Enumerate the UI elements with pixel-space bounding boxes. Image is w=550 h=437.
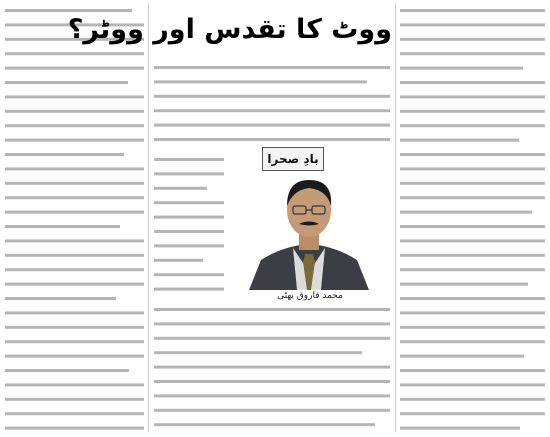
body-text-line: [5, 268, 144, 271]
body-text-line: [400, 412, 545, 415]
body-text-line: [5, 182, 144, 185]
body-text-line: [154, 158, 224, 161]
text-lines: [152, 302, 392, 433]
body-text-line: [154, 380, 390, 383]
body-text-line: [400, 283, 528, 286]
body-text-line: [154, 124, 390, 127]
body-text-line: [400, 139, 519, 142]
body-text-line: [5, 340, 144, 343]
body-text-line: [400, 369, 545, 372]
body-text-line: [154, 337, 390, 340]
body-text-line: [400, 9, 545, 12]
body-text-line: [154, 394, 390, 397]
body-text-line: [154, 66, 390, 69]
body-text-line: [154, 230, 224, 233]
body-text-line: [400, 182, 545, 185]
body-text-line: [400, 268, 545, 271]
body-text-line: [5, 124, 144, 127]
body-text-line: [5, 225, 120, 228]
body-text-line: [154, 109, 390, 112]
column-divider: [148, 4, 149, 432]
author-photo: [231, 172, 387, 290]
body-text-line: [5, 254, 144, 257]
body-text-line: [400, 23, 545, 26]
body-text-line: [400, 124, 545, 127]
body-text-line: [5, 81, 128, 84]
body-text-line: [400, 110, 545, 113]
body-text-line: [5, 297, 116, 300]
text-lines: [152, 152, 226, 302]
body-text-line: [154, 259, 203, 262]
body-text-line: [400, 38, 545, 41]
body-text-line: [400, 311, 545, 314]
body-text-line: [5, 153, 124, 156]
body-text-column-left: [3, 3, 146, 433]
body-text-line: [400, 153, 545, 156]
body-text-line: [5, 355, 144, 358]
body-text-column-right: [398, 3, 547, 433]
body-text-line: [400, 196, 545, 199]
body-text-line: [400, 225, 545, 228]
body-text-column-middle-bottom: [152, 302, 392, 433]
body-text-column-middle-top: [152, 60, 392, 152]
author-portrait: [231, 172, 387, 290]
body-text-line: [400, 254, 545, 257]
body-text-line: [5, 67, 144, 70]
body-text-line: [400, 81, 545, 84]
body-text-line: [5, 383, 144, 386]
body-text-line: [5, 211, 144, 214]
body-text-line: [5, 196, 144, 199]
body-text-line: [154, 216, 224, 219]
body-text-line: [5, 167, 144, 170]
body-text-line: [154, 244, 224, 247]
body-text-line: [154, 187, 207, 190]
body-text-line: [154, 138, 390, 141]
body-text-line: [5, 283, 144, 286]
body-text-line: [154, 351, 362, 354]
body-text-line: [154, 95, 390, 98]
body-text-line: [400, 211, 532, 214]
body-text-line: [154, 322, 390, 325]
photo-caption: محمد فاروق بھٹی: [277, 291, 343, 301]
body-text-line: [400, 355, 524, 358]
body-text-line: [154, 288, 224, 291]
body-text-line: [154, 308, 390, 311]
body-text-line: [5, 239, 144, 242]
text-lines: [152, 60, 392, 152]
body-text-line: [400, 340, 545, 343]
body-text-line: [154, 409, 390, 412]
body-text-line: [5, 110, 144, 113]
body-text-line: [154, 423, 375, 426]
body-text-line: [5, 369, 129, 372]
body-text-line: [154, 366, 390, 369]
body-text-line: [154, 172, 224, 175]
article-headline: ووٹ کا تقدس اور ووٹر؟: [67, 14, 392, 45]
body-text-line: [5, 412, 144, 415]
body-text-line: [400, 326, 545, 329]
body-text-line: [154, 80, 367, 83]
body-text-line: [5, 95, 144, 98]
body-text-line: [5, 398, 144, 401]
body-text-line: [400, 95, 545, 98]
body-text-line: [5, 52, 144, 55]
body-text-line: [400, 239, 545, 242]
body-text-line: [5, 326, 144, 329]
body-text-line: [154, 273, 224, 276]
body-text-line: [400, 427, 520, 430]
body-text-line: [5, 139, 144, 142]
body-text-line: [400, 167, 545, 170]
body-text-line: [154, 201, 224, 204]
body-text-line: [5, 311, 144, 314]
column-name-box: بادِ صحرا: [262, 147, 324, 171]
body-text-line: [400, 67, 523, 70]
body-text-line: [5, 427, 144, 430]
column-divider: [395, 4, 396, 432]
body-text-line: [400, 398, 545, 401]
body-text-line: [400, 383, 545, 386]
text-lines: [398, 3, 547, 433]
body-text-line: [400, 297, 545, 300]
text-lines: [3, 3, 146, 433]
body-text-column-middle-side: [152, 152, 226, 302]
body-text-line: [400, 52, 545, 55]
